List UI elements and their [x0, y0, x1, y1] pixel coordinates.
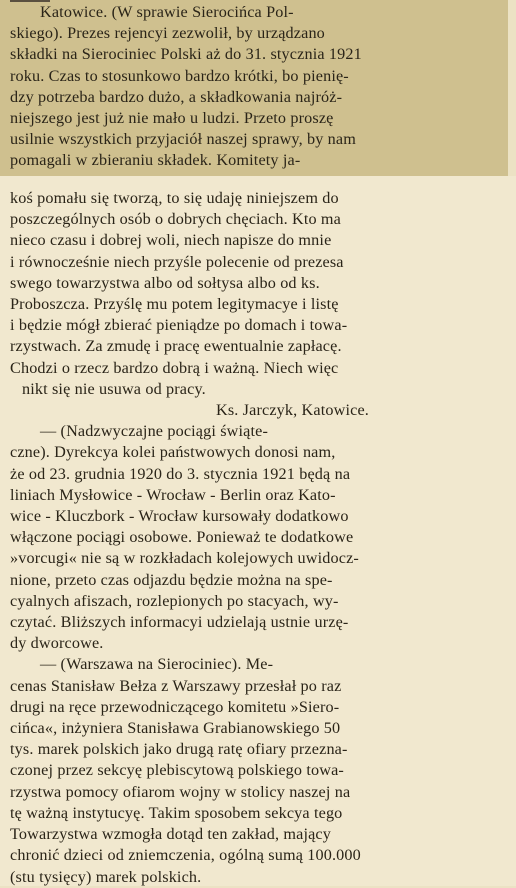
- text-line: nikt się nie usuwa od pracy.: [22, 379, 206, 398]
- text-line: cenas Stanisław Bełza z Warszawy przesłał po raz: [10, 676, 342, 695]
- text-line: cińca«, inżyniera Stanisława Grabianowskiego 50: [10, 719, 341, 738]
- text-line: pomagali w zbieraniu składek. Komitety ja-: [10, 151, 301, 170]
- text-line: czytać. Bliższych informacyi udzielają ustnie urzę-: [10, 613, 349, 632]
- text-line: wice - Kluczbork - Wrocław kursowały dodatkowo: [10, 507, 349, 526]
- text-line: nione, przeto czas odjazdu będzie można na spe-: [10, 570, 333, 589]
- text-line: roku. Czas to stosunkowo bardzo krótki, bo pienię-: [10, 66, 349, 85]
- text-line: cyalnych afiszach, rozlepionych po stacyach, wy-: [10, 591, 339, 610]
- text-line: składki na Sierociniec Polski aż do 31. stycznia 1921: [10, 45, 362, 64]
- text-line: dzy potrzeba bardzo dużo, a składkowania najróż-: [10, 87, 343, 106]
- text-line: poszczególnych osób o dobrych chęciach. Kto ma: [10, 210, 341, 229]
- text-line: skiego). Prezes rejencyi zezwolił, by urządzano: [10, 24, 325, 43]
- text-line: rzystwach. Za zmudę i pracę ewentualnie zapłacę.: [10, 337, 342, 356]
- text-line: koś pomału się tworzą, to się udaję niniejszem do: [10, 189, 339, 207]
- text-line: tę ważną instytucyę. Takim sposobem sekcya tego: [10, 803, 343, 822]
- text-line: czonej przez sekcyę plebiscytową polskiego towa-: [10, 761, 344, 780]
- text-line: rzystwa pomocy ofiarom wojny w stolicy naszej na: [10, 782, 351, 801]
- text-line: dy dworcowe.: [10, 634, 104, 653]
- text-line: włączone pociągi osobowe. Ponieważ te dodatkowe: [10, 528, 354, 547]
- text-line: drugi na ręce przewodniczącego komitetu »Siero-: [10, 697, 340, 716]
- text-line: nieco czasu i dobrej woli, niech napisze do mnie: [10, 231, 332, 250]
- text-line: niejszego jest już nie mało u ludzi. Przeto proszę: [10, 109, 334, 128]
- text-line: i będzie mógł zbierać pieniądze po domach i towa-: [10, 316, 348, 335]
- section-heading-line: — (Warszawa na Sierociniec). Me-: [40, 655, 274, 674]
- text-line: (stu tysięcy) marek polskich.: [10, 867, 202, 886]
- text-line: chronić dzieci od zniemczenia, ogólną sumą 100.000: [10, 846, 361, 865]
- paragraph-warsaw-donation: [10, 654, 500, 887]
- section-heading-line: — (Nadzwyczajne pociągi świąte-: [40, 422, 269, 441]
- paragraph-holiday-trains: [10, 421, 500, 654]
- text-line: Chodzi o rzecz bardzo dobrą i ważną. Niech więc: [10, 358, 339, 377]
- text-line: Katowice. (W sprawie Sierocińca Pol-: [40, 3, 294, 21]
- text-line: liniach Mysłowice - Wrocław - Berlin oraz Kato-: [10, 485, 336, 504]
- top-article-fragment: [10, 2, 500, 172]
- text-line: Towarzystwa wzmogła dotąd ten zakład, mający: [10, 825, 331, 844]
- text-line: że od 23. grudnia 1920 do 3. stycznia 1921 będą na: [10, 464, 351, 483]
- text-line: swego towarzystwa albo od sołtysa albo od ks.: [10, 273, 320, 292]
- text-line: usilnie wszystkich przyjaciół naszej sprawy, by nam: [10, 130, 356, 149]
- author-signature: Ks. Jarczyk, Katowice.: [216, 401, 369, 420]
- text-line: tys. marek polskich jako drugą ratę ofiary przezna-: [10, 740, 348, 759]
- paragraph-orphanage-appeal: [10, 188, 500, 400]
- text-line: Proboszcza. Przyślę mu potem legitymacye i listę: [10, 295, 339, 314]
- text-line: »vorcugi« nie są w rozkładach kolejowych uwidocz-: [10, 549, 359, 568]
- text-line: czne). Dyrekcya kolei państwowych donosi nam,: [10, 443, 336, 462]
- text-line: i równocześnie niech przyśle polecenie od prezesa: [10, 252, 344, 271]
- bottom-article-fragment: [10, 188, 500, 888]
- torn-edge: [508, 0, 516, 176]
